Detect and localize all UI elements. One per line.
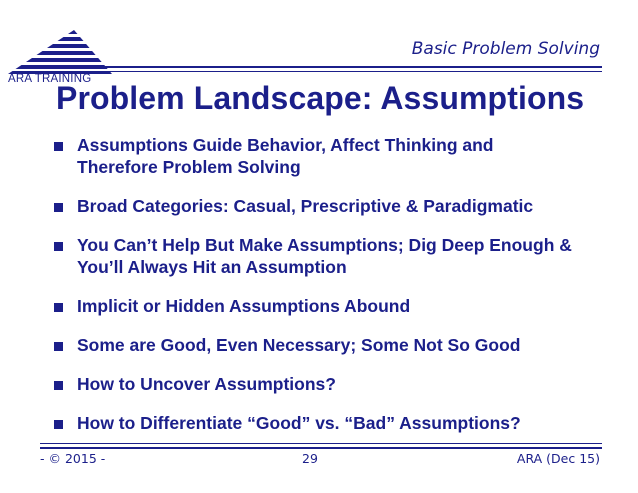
bullet-text: You Can’t Help But Make Assumptions; Dig Deep Enough & You’ll Always Hit an Assumption xyxy=(77,235,572,277)
bullet-item xyxy=(34,412,594,434)
square-bullet-icon xyxy=(54,142,63,151)
bullet-item xyxy=(34,134,594,178)
bullet-text: Some are Good, Even Necessary; Some Not So Good xyxy=(77,335,521,355)
logo-text: ARA TRAINING xyxy=(8,73,92,85)
footer-date: ARA (Dec 15) xyxy=(516,451,600,466)
square-bullet-icon xyxy=(54,381,63,390)
square-bullet-icon xyxy=(54,342,63,351)
footer-rule xyxy=(40,447,602,449)
bullet-text: Implicit or Hidden Assumptions Abound xyxy=(77,296,411,316)
bullet-text: How to Differentiate “Good” vs. “Bad” Assumptions? xyxy=(77,413,521,433)
footer-copyright: - © 2015 - xyxy=(40,451,106,466)
bullet-item xyxy=(34,373,594,395)
square-bullet-icon xyxy=(54,420,63,429)
bullet-text: Assumptions Guide Behavior, Affect Thinking and Therefore Problem Solving xyxy=(77,135,494,177)
bullet-item xyxy=(34,295,594,317)
page-number: 29 xyxy=(302,451,318,466)
header-rule xyxy=(40,66,602,68)
slide-title: Problem Landscape: Assumptions xyxy=(56,80,585,116)
bullet-item xyxy=(34,334,594,356)
bullet-text: How to Uncover Assumptions? xyxy=(77,374,336,394)
footer-rule-thin xyxy=(40,443,602,444)
square-bullet-icon xyxy=(54,242,63,251)
square-bullet-icon xyxy=(54,303,63,312)
header-rule-thin xyxy=(40,71,602,72)
bullet-item xyxy=(34,195,594,217)
course-title: Basic Problem Solving xyxy=(411,39,600,59)
bullet-item xyxy=(34,234,594,278)
bullet-text: Broad Categories: Casual, Prescriptive & Paradigmatic xyxy=(77,196,534,216)
square-bullet-icon xyxy=(54,203,63,212)
bullet-list xyxy=(34,134,594,434)
